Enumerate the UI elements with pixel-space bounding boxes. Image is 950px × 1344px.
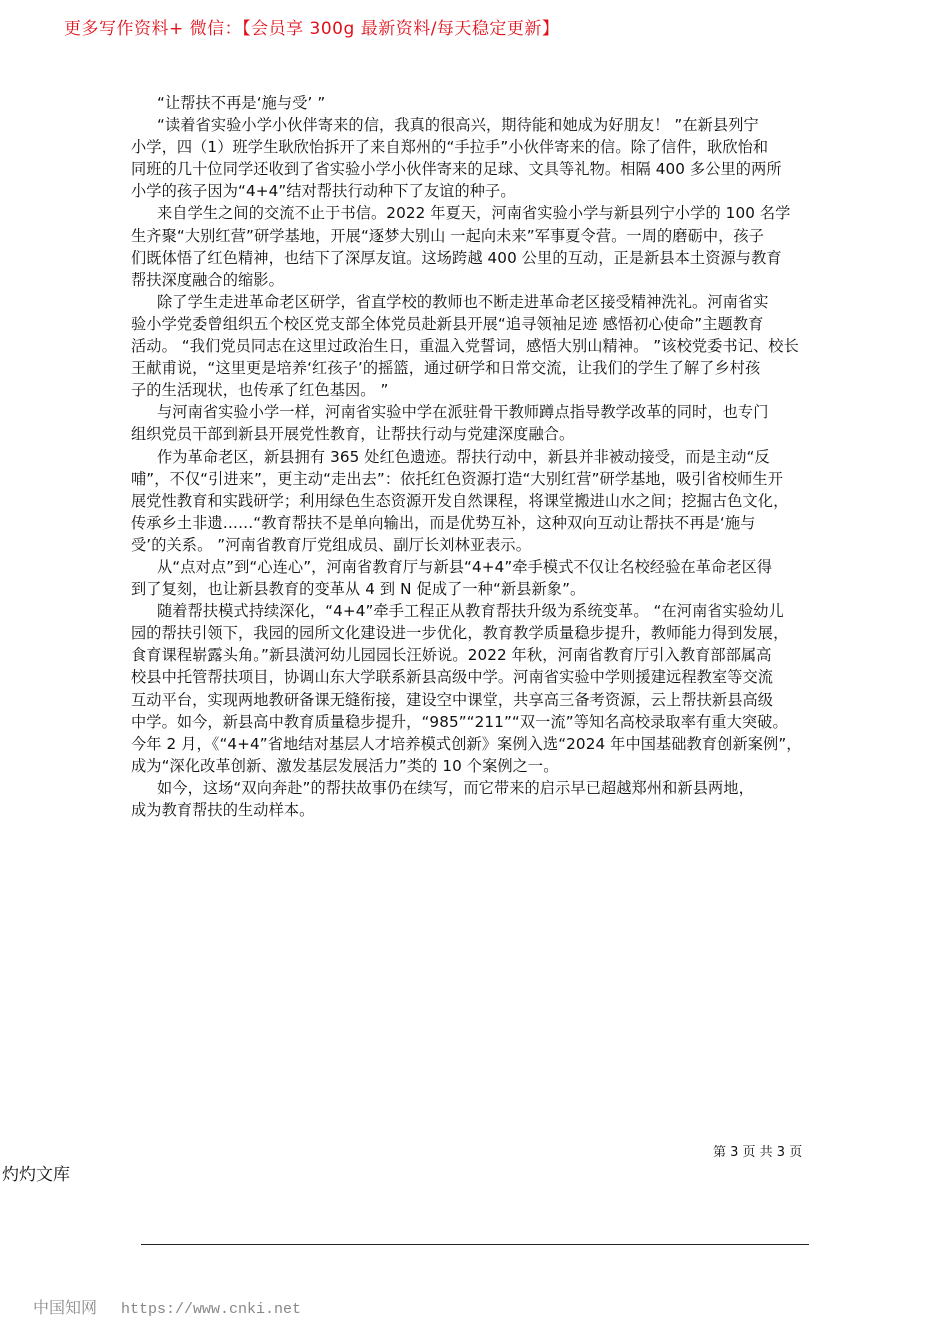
- article-line: 作为革命老区，新县拥有 365 处红色遗迹。帮扶行动中，新县并非被动接受，而是主动“反: [157, 447, 770, 466]
- library-name: 灼灼文库: [2, 1165, 70, 1185]
- article-line: 与河南省实验小学一样，河南省实验中学在派驻骨干教师蹲点指导教学改革的同时，也专门: [157, 403, 769, 422]
- article-line: 验小学党委曾组织五个校区党支部全体党员赴新县开展“追寻领袖足迹 感悟初心使命”主题教育: [131, 314, 764, 333]
- article-line: 中学。如今，新县高中教育质量稳步提升，“985”“211”“双一流”等知名高校录取率有重大突破。: [131, 712, 788, 731]
- article-line: 子的生活现状，也传承了红色基因。 ”: [131, 381, 389, 400]
- article-line: 成为“深化改革创新、激发基层发展活力”类的 10 个案例之一。: [131, 756, 559, 775]
- article-line: 除了学生走进革命老区研学，省直学校的教师也不断走进革命老区接受精神洗礼。河南省实: [157, 292, 769, 311]
- article-line: “读着省实验小学小伙伴寄来的信，我真的很高兴，期待能和她成为好朋友！ ”在新县列宁: [157, 116, 759, 135]
- article-line: 们既体悟了红色精神，也结下了深厚友谊。这场跨越 400 公里的互动，正是新县本土资源与教育: [131, 248, 782, 267]
- article-line: 哺”，不仅“引进来”，更主动“走出去”：依托红色资源打造“大别红营”研学基地，吸引省校师生开: [131, 469, 783, 488]
- article-line: 随着帮扶模式持续深化，“4+4”牵手工程正从教育帮扶升级为系统变革。 “在河南省实验幼儿: [157, 602, 784, 621]
- article-line: 同班的几十位同学还收到了省实验小学小伙伴寄来的足球、文具等礼物。相隔 400 多公里的两所: [131, 160, 782, 179]
- source-watermark: [33, 1295, 301, 1318]
- article-line: “让帮扶不再是‘施与受’ ”: [157, 94, 326, 112]
- article-line: 来自学生之间的交流不止于书信。2022 年夏天，河南省实验小学与新县列宁小学的 100 名学: [157, 204, 791, 223]
- promo-banner: 更多写作资料+ 微信：【会员享 300g 最新资料/每天稳定更新】: [64, 19, 560, 39]
- article-line: 受’的关系。 ”河南省教育厅党组成员、副厅长刘林亚表示。: [131, 535, 532, 554]
- article-line: 校县中托管帮扶项目，协调山东大学联系新县高级中学。河南省实验中学则援建远程教室等交流: [131, 668, 774, 687]
- article-line: 组织党员干部到新县开展党性教育，让帮扶行动与党建深度融合。: [131, 425, 575, 444]
- article-line: 活动。 “我们党员同志在这里过政治生日，重温入党誓词，感悟大别山精神。 ”该校党委书记、校长: [131, 337, 799, 356]
- article-line: 小学，四（1）班学生耿欣怡拆开了来自郑州的“手拉手”小伙伴寄来的信。除了信件，耿欣怡和: [131, 138, 769, 157]
- footer-divider: [141, 1244, 809, 1245]
- article-line: 如今，这场“双向奔赴”的帮扶故事仍在续写，而它带来的启示早已超越郑州和新县两地，: [157, 778, 754, 797]
- article-line: 传承乡土非遗……“教育帮扶不是单向输出，而是优势互补，这种双向互动让帮扶不再是‘施与: [131, 513, 756, 532]
- article-line: 园的帮扶引领下，我园的园所文化建设进一步优化，教育教学质量稳步提升，教师能力得到发展，: [131, 624, 789, 643]
- article-line: 生齐聚“大别红营”研学基地，开展“逐梦大别山 一起向未来”军事夏令营。一周的磨砺中，孩子: [131, 226, 765, 245]
- article-line: 成为教育帮扶的生动样本。: [131, 801, 315, 819]
- article-line: 食育课程崭露头角。”新县潢河幼儿园园长汪娇说。2022 年秋，河南省教育厅引入教育部部属高: [131, 646, 772, 665]
- article-line: 今年 2 月，《“4+4”省地结对基层人才培养模式创新》案例入选“2024 年中国基础教育创新案例”，: [131, 734, 802, 753]
- source-url-link[interactable]: https://www.cnki.net: [121, 1301, 302, 1318]
- article-line: 小学的孩子因为“4+4”结对帮扶行动种下了友谊的种子。: [131, 182, 516, 201]
- article-line: 王献甫说，“这里更是培养‘红孩子’的摇篮，通过研学和日常交流，让我们的学生了解了乡村孩: [131, 359, 761, 378]
- article-line: 从“点对点”到“心连心”，河南省教育厅与新县“4+4”牵手模式不仅让名校经验在革命老区得: [157, 557, 773, 576]
- article-body: [131, 92, 843, 821]
- page-number: 第 3 页 共 3 页: [713, 1145, 803, 1160]
- source-site-name: 中国知网: [33, 1298, 98, 1317]
- article-line: 帮扶深度融合的缩影。: [131, 270, 284, 289]
- article-line: 展党性教育和实践研学；利用绿色生态资源开发自然课程，将课堂搬进山水之间；挖掘古色文化，: [131, 491, 789, 510]
- article-line: 到了复刻，也让新县教育的变革从 4 到 N 促成了一种“新县新象”。: [131, 580, 586, 599]
- article-line: 互动平台，实现两地教研备课无缝衔接，建设空中课堂，共享高三备考资源，云上帮扶新县高级: [131, 690, 774, 709]
